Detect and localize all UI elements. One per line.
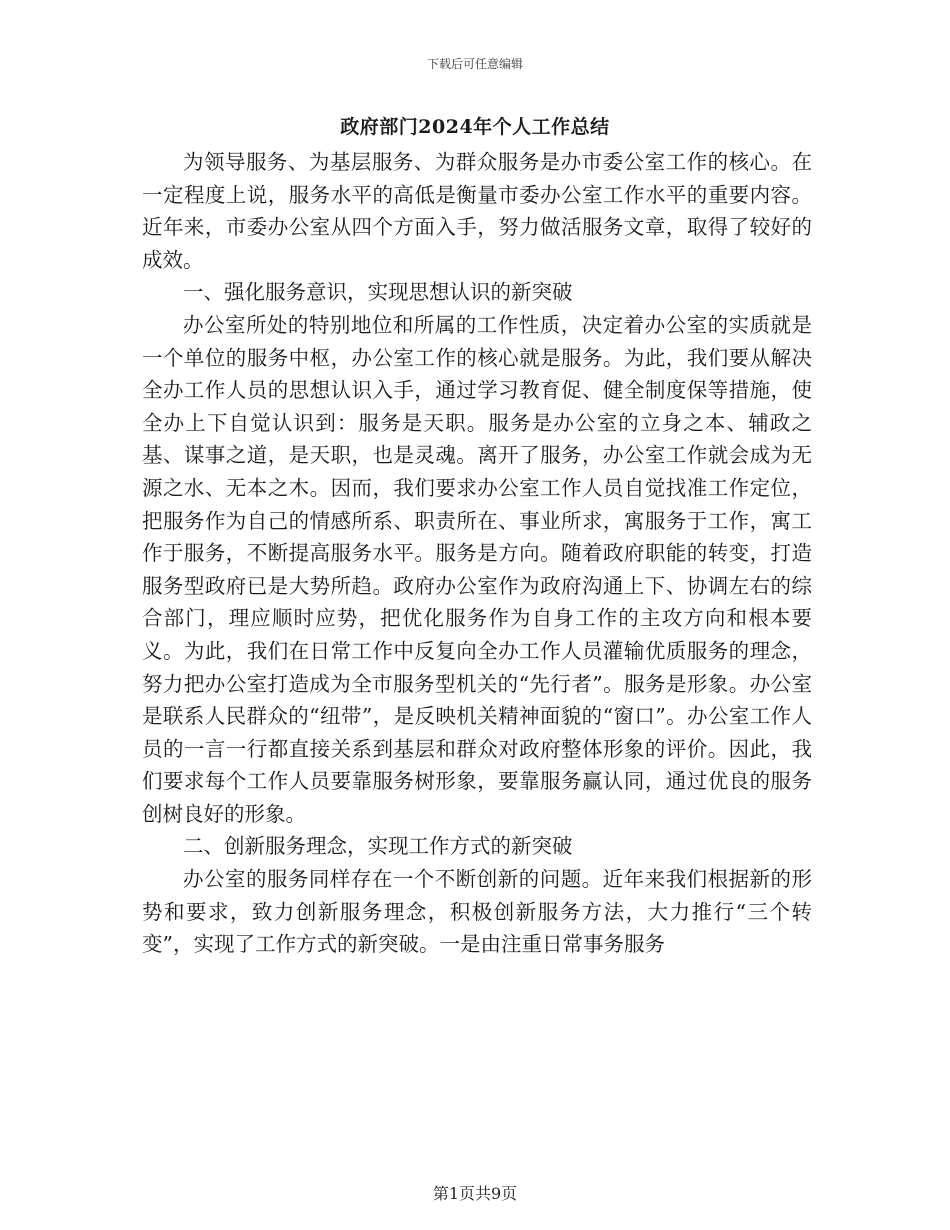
paragraph-section-1: 办公室所处的特别地位和所属的工作性质，决定着办公室的实质就是一个单位的服务中枢，办公室工作的核心就是服务。为此，我们要从解决全办工作人员的思想认识入手，通过学习教育促、健全制度保等措施，使全办上下自觉认识到：服务是天职。服务是办公室的立身之本、辅政之基、谋事之道，是天职，也是灵魂。离开了服务，办公室工作就会成为无源之水、无本之木。因而，我们要求办公室工作人员自觉找准工作定位，把服务作为自己的情感所系、职责所在、事业所求，寓服务于工作，寓工作于服务，不断提高服务水平。服务是方向。随着政府职能的转变，打造服务型政府已是大势所趋。政府办公室作为政府沟通上下、协调左右的综合部门，理应顺时应势，把优化服务作为自身工作的主攻方向和根本要义。为此，我们在日常工作中反复向全办工作人员灌输优质服务的理念，努力把办公室打造成为全市服务型机关的“先行者”。服务是形象。办公室是联系人民群众的“纽带”，是反映机关精神面貌的“窗口”。办公室工作人员的一言一行都直接关系到基层和群众对政府整体形象的评价。因此，我们要求每个工作人员要靠服务树形象，要靠服务赢认同，通过优良的服务创树良好的形象。 <box>142 312 812 826</box>
paragraph-intro: 为领导服务、为基层服务、为群众服务是办市委公室工作的核心。在一定程度上说，服务水平的高低是衡量市委办公室工作水平的重要内容。近年来，市委办公室从四个方面入手，努力做活服务文章，取得了较好的成效。 <box>142 150 812 272</box>
section-heading-2: 二、创新服务理念，实现工作方式的新突破 <box>183 834 573 859</box>
document-title: 政府部门2024年个人工作总结 <box>340 116 610 138</box>
paragraph-section-2: 办公室的服务同样存在一个不断创新的问题。近年来我们根据新的形势和要求，致力创新服务理念，积极创新服务方法，大力推行“三个转变”，实现了工作方式的新突破。一是由注重日常事务服务 <box>142 867 812 957</box>
section-heading-1: 一、强化服务意识，实现思想认识的新突破 <box>183 280 573 305</box>
header-note: 下载后可任意编辑 <box>426 57 523 71</box>
page-footer: 第1页共9页 <box>432 1184 518 1203</box>
document-body <box>142 146 812 961</box>
